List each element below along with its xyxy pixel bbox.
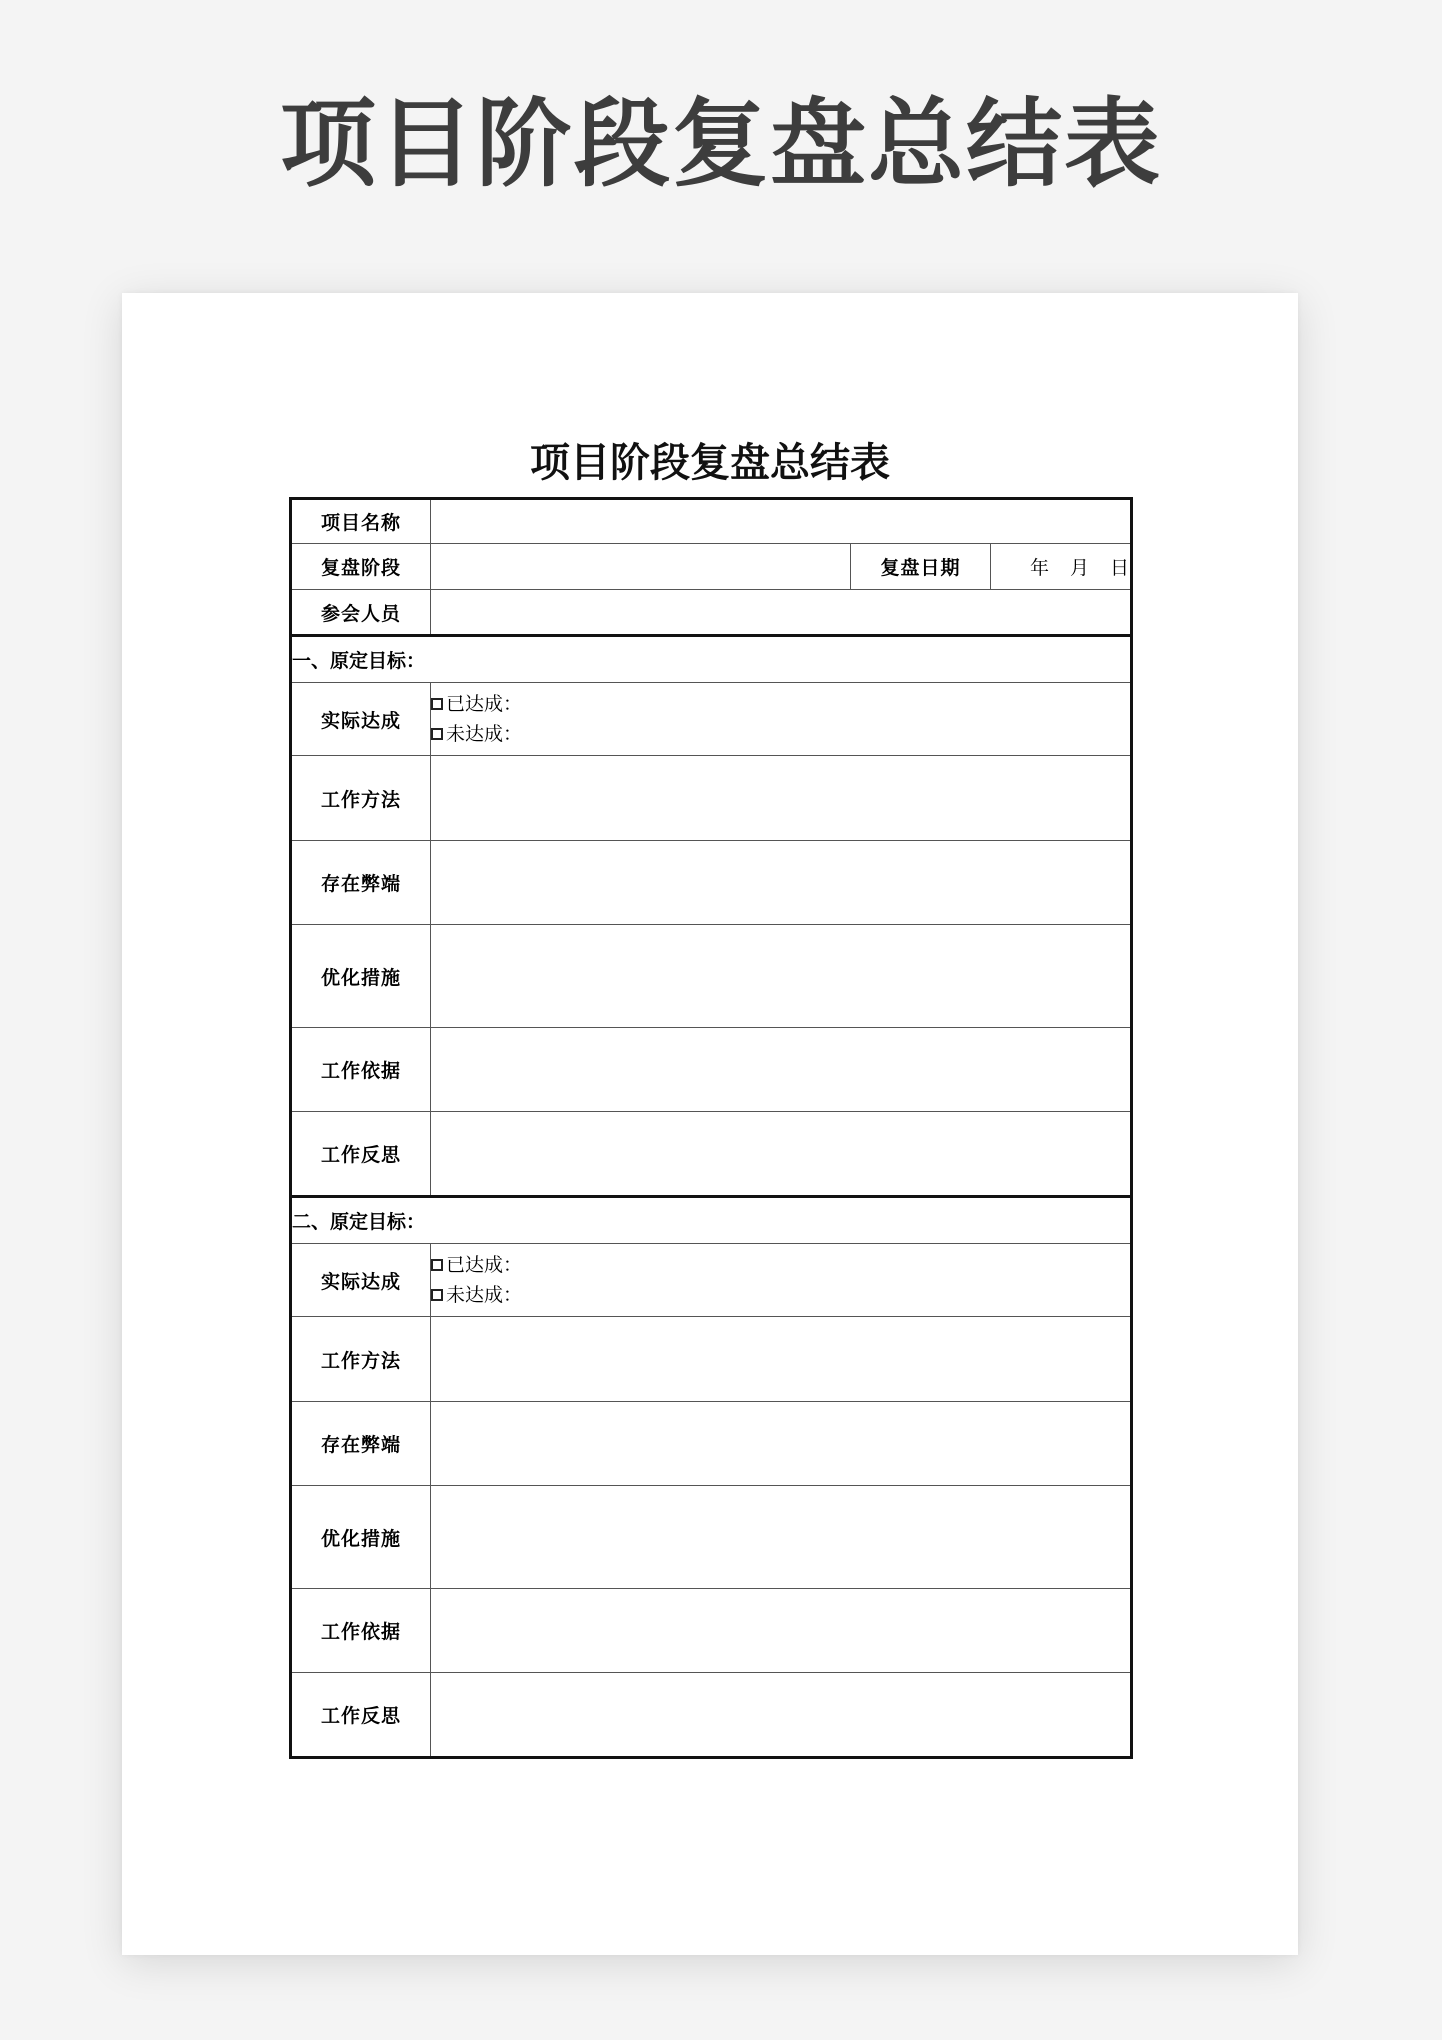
- achieved-option-label: 已达成：: [446, 693, 523, 715]
- section-1-method-row: [291, 756, 1132, 841]
- not-achieved-checkbox[interactable]: [431, 1289, 443, 1301]
- section-1-actual-row: [291, 683, 1132, 756]
- date-day: 日: [1110, 557, 1131, 579]
- attendees-row: [291, 590, 1132, 636]
- section-1-header-row: [291, 636, 1132, 683]
- section-2-actual-label: 实际达成: [291, 1244, 431, 1317]
- section-2-method-field[interactable]: [431, 1317, 1132, 1402]
- project-name-label: 项目名称: [291, 499, 431, 544]
- section-1-actual-label: 实际达成: [291, 683, 431, 756]
- section-1-actual-field: [431, 683, 1132, 756]
- section-2-basis-label: 工作依据: [291, 1589, 431, 1673]
- date-year: 年: [1029, 557, 1050, 579]
- achieved-checkbox[interactable]: [431, 1259, 443, 1271]
- section-2-basis-field[interactable]: [431, 1589, 1132, 1673]
- date-label: 复盘日期: [851, 544, 991, 590]
- banner-title: 项目阶段复盘总结表: [280, 88, 1162, 200]
- section-1-method-field[interactable]: [431, 756, 1132, 841]
- section-2-reflection-row: [291, 1673, 1132, 1758]
- section-1-heading: 一、原定目标：: [291, 636, 1132, 683]
- section-2-drawbacks-label: 存在弊端: [291, 1402, 431, 1486]
- section-2-reflection-label: 工作反思: [291, 1673, 431, 1758]
- section-1-reflection-label: 工作反思: [291, 1112, 431, 1197]
- section-1-optimization-label: 优化措施: [291, 925, 431, 1028]
- section-2-actual-field: [431, 1244, 1132, 1317]
- stage-label: 复盘阶段: [291, 544, 431, 590]
- section-1-basis-label: 工作依据: [291, 1028, 431, 1112]
- section-2-optimization-field[interactable]: [431, 1486, 1132, 1589]
- section-1-reflection-field[interactable]: [431, 1112, 1132, 1197]
- achieved-checkbox[interactable]: [431, 698, 443, 710]
- section-2-actual-row: [291, 1244, 1132, 1317]
- section-1-drawbacks-field[interactable]: [431, 841, 1132, 925]
- document-page: [122, 293, 1298, 1955]
- attendees-label: 参会人员: [291, 590, 431, 636]
- section-2-basis-row: [291, 1589, 1132, 1673]
- date-month: 月: [1070, 557, 1091, 579]
- attendees-field[interactable]: [431, 590, 1132, 636]
- section-2-reflection-field[interactable]: [431, 1673, 1132, 1758]
- not-achieved-option-label: 未达成：: [446, 1284, 523, 1306]
- section-1-method-label: 工作方法: [291, 756, 431, 841]
- section-2-drawbacks-row: [291, 1402, 1132, 1486]
- date-field[interactable]: [991, 544, 1132, 590]
- project-name-row: [291, 499, 1132, 544]
- achieved-option-label: 已达成：: [446, 1254, 523, 1276]
- section-1-drawbacks-label: 存在弊端: [291, 841, 431, 925]
- stage-row: [291, 544, 1132, 590]
- sheet-title: 项目阶段复盘总结表: [530, 440, 890, 486]
- not-achieved-option-label: 未达成：: [446, 723, 523, 745]
- section-1-basis-field[interactable]: [431, 1028, 1132, 1112]
- section-2-optimization-row: [291, 1486, 1132, 1589]
- section-2-drawbacks-field[interactable]: [431, 1402, 1132, 1486]
- section-1-optimization-field[interactable]: [431, 925, 1132, 1028]
- not-achieved-checkbox[interactable]: [431, 728, 443, 740]
- stage-field[interactable]: [431, 544, 851, 590]
- section-2-heading: 二、原定目标：: [291, 1197, 1132, 1244]
- section-2-header-row: [291, 1197, 1132, 1244]
- section-1-basis-row: [291, 1028, 1132, 1112]
- section-1-reflection-row: [291, 1112, 1132, 1197]
- section-1-drawbacks-row: [291, 841, 1132, 925]
- project-name-field[interactable]: [431, 499, 1132, 544]
- review-form-table: [289, 497, 1133, 1759]
- section-2-method-label: 工作方法: [291, 1317, 431, 1402]
- section-2-optimization-label: 优化措施: [291, 1486, 431, 1589]
- section-2-method-row: [291, 1317, 1132, 1402]
- section-1-optimization-row: [291, 925, 1132, 1028]
